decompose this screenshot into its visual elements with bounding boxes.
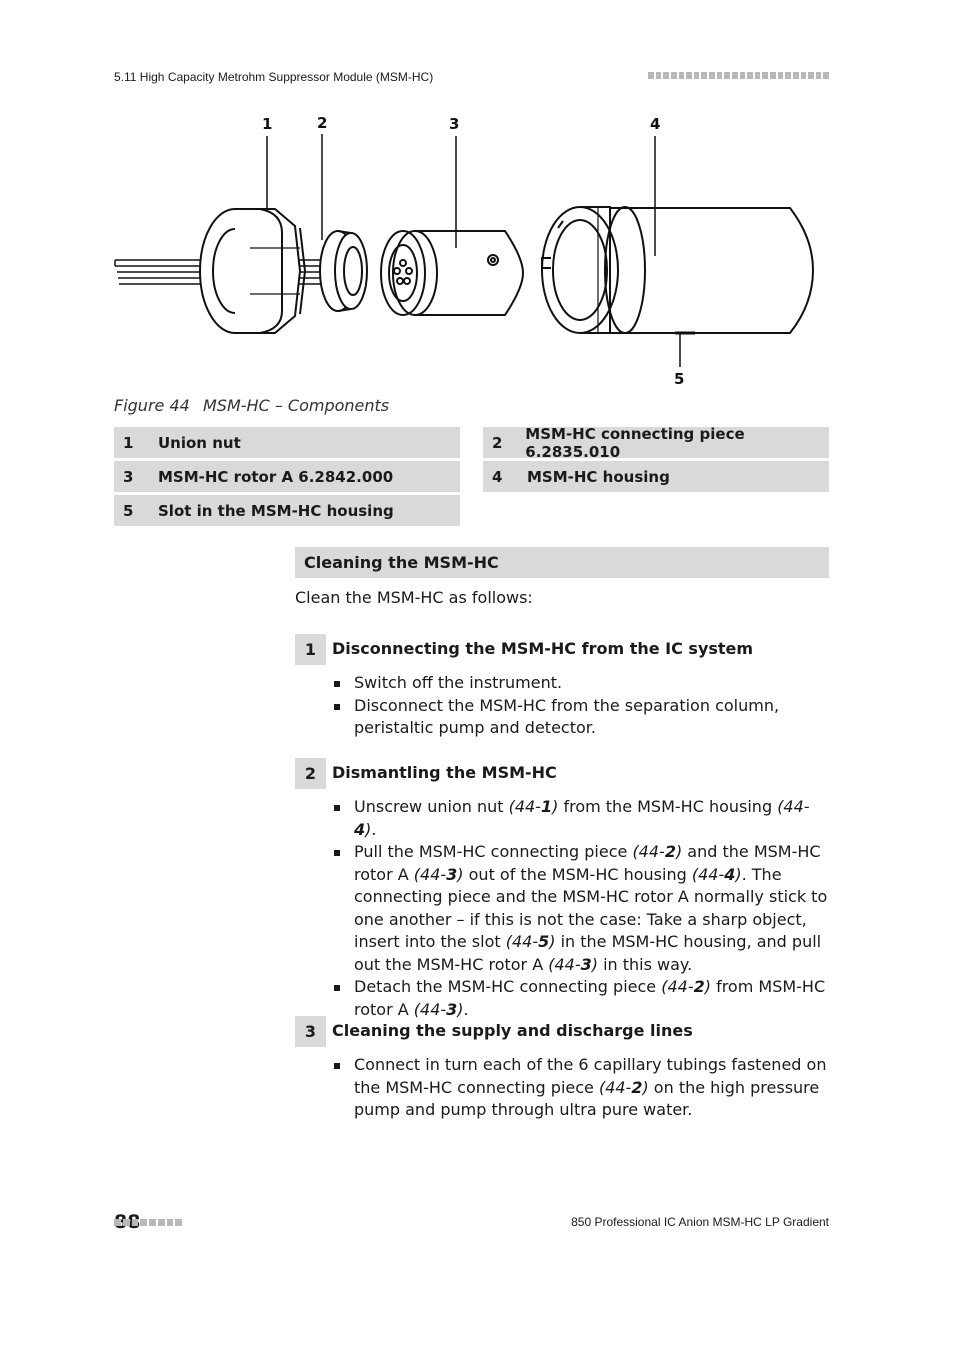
figure-reference: (44-2) [632,842,683,861]
step-number: 3 [295,1016,326,1047]
footer-decoration [114,1219,182,1226]
list-item: Connect in turn each of the 6 capillary tubings fastened on the MSM-HC connecting piece (44-2) on the high pressure pump and pump through ultra pure water. [332,1054,829,1122]
step-items [332,672,829,740]
step-number: 2 [295,758,326,789]
figure-reference: (44-4) [354,797,810,839]
list-item: Unscrew union nut (44-1) from the MSM-HC housing (44-4). [332,796,829,841]
step-items [332,1054,829,1122]
figure-reference: (44-3) [413,999,464,1019]
section-heading: Cleaning the MSM-HC [295,547,829,578]
list-item: Disconnect the MSM-HC from the separation column, peristaltic pump and detector. [332,695,829,740]
header-decoration [648,72,829,79]
figure-reference: (44-2) [661,977,711,996]
step-number: 1 [295,634,326,665]
figure-reference: (44-3) [413,864,464,884]
legend-item: 5 Slot in the MSM-HC housing [114,495,460,526]
step-title: Dismantling the MSM-HC [332,763,557,782]
running-header: 5.11 High Capacity Metrohm Suppressor Module (MSM-HC) [114,70,434,84]
figure-reference: (44-2) [598,1077,649,1097]
figure-reference: (44-1) [508,797,559,816]
legend-item: 1 Union nut [114,427,460,458]
step-items [332,796,829,1021]
legend-item: 3 MSM-HC rotor A 6.2842.000 [114,461,460,492]
footer-product-name: 850 Professional IC Anion MSM-HC LP Gradient [571,1215,829,1229]
section-intro: Clean the MSM-HC as follows: [295,588,533,607]
figure-reference: (44-3) [548,954,598,974]
msm-hc-components-figure [110,108,830,393]
figure-number: Figure 44 [114,396,190,415]
figure-reference: (44-4) [691,864,742,884]
list-item: Pull the MSM-HC connecting piece (44-2) and the MSM-HC rotor A (44-3) out of the MSM-HC housing (44-4). The connecting piece and the MSM-HC rotor A normally stick to one another – if this is not the case: Take a sharp object, insert into the slot (44-5) in the MSM-HC housing, and pull out the MSM-HC rotor A (44-3) in this way. [332,841,829,976]
figure-label-3: 3 [449,115,460,133]
figure-caption-text: MSM-HC – Components [203,396,390,415]
list-item: Detach the MSM-HC connecting piece (44-2) from MSM-HC rotor A (44-3). [332,976,829,1021]
figure-reference: (44-5) [505,932,556,951]
figure-label-4: 4 [650,115,661,133]
legend-item: 2 MSM-HC connecting piece 6.2835.010 [483,427,829,458]
figure-caption [114,396,389,415]
step-title: Disconnecting the MSM-HC from the IC system [332,639,754,658]
step-title: Cleaning the supply and discharge lines [332,1021,693,1040]
list-item: Switch off the instrument. [332,672,829,695]
figure-label-5: 5 [674,370,685,388]
figure-label-2: 2 [317,114,328,132]
legend-item: 4 MSM-HC housing [483,461,829,492]
figure-label-1: 1 [262,115,273,133]
